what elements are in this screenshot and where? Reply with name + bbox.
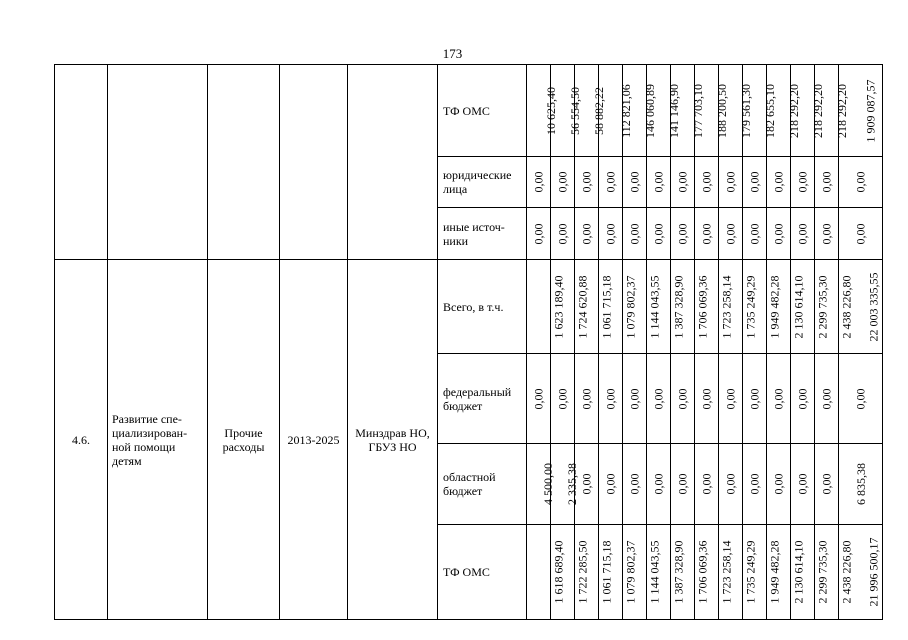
value-cell: 0,00 xyxy=(599,208,623,260)
value-cell: 0,00 xyxy=(767,208,791,260)
total-cell: 0,00 xyxy=(839,208,883,260)
value-cell: 0,00 xyxy=(551,354,575,444)
value-cell: 1 724 620,88 xyxy=(551,260,575,354)
funding-source: Всего, в т.ч. xyxy=(438,260,527,354)
value-cell: 0,00 xyxy=(575,208,599,260)
cont-period-cell xyxy=(280,65,348,260)
value-cell: 0,00 xyxy=(791,354,815,444)
value-cell: 218 292,20 xyxy=(767,65,791,157)
value-cell: 1 387 328,90 xyxy=(647,260,671,354)
value-cell: 0,00 xyxy=(671,208,695,260)
value-cell: 1 061 715,18 xyxy=(575,525,599,620)
value-cell: 182 655,10 xyxy=(743,65,767,157)
value-cell: 0,00 xyxy=(743,444,767,525)
value-cell: 0,00 xyxy=(743,157,767,208)
value-cell: 0,00 xyxy=(623,354,647,444)
value-cell: 0,00 xyxy=(695,354,719,444)
value-cell: 10 625,40 xyxy=(527,65,551,157)
value-cell: 0,00 xyxy=(815,354,839,444)
value-cell: 112 821,06 xyxy=(599,65,623,157)
value-cell: 1 623 189,40 xyxy=(527,260,551,354)
page-number: 173 xyxy=(442,46,463,61)
value-cell: 0,00 xyxy=(815,157,839,208)
value-cell: 0,00 xyxy=(575,444,599,525)
value-cell: 2 299 735,30 xyxy=(791,260,815,354)
value-cell: 1 735 249,29 xyxy=(719,525,743,620)
value-cell: 0,00 xyxy=(671,354,695,444)
value-cell: 1 079 802,37 xyxy=(599,260,623,354)
value-cell: 56 554,50 xyxy=(551,65,575,157)
value-cell: 0,00 xyxy=(767,157,791,208)
value-cell: 2 438 226,80 xyxy=(815,525,839,620)
value-cell: 0,00 xyxy=(743,208,767,260)
value-cell: 2 130 614,10 xyxy=(767,260,791,354)
value-cell: 0,00 xyxy=(695,444,719,525)
value-cell: 1 144 043,55 xyxy=(623,525,647,620)
value-cell: 218 292,20 xyxy=(791,65,815,157)
cont-type-cell xyxy=(208,65,280,260)
value-cell: 0,00 xyxy=(575,354,599,444)
value-cell: 0,00 xyxy=(671,444,695,525)
value-cell: 179 561,30 xyxy=(719,65,743,157)
value-cell: 1 061 715,18 xyxy=(575,260,599,354)
value-cell: 0,00 xyxy=(527,354,551,444)
value-cell: 0,00 xyxy=(719,354,743,444)
funding-source: областной бюджет xyxy=(438,444,527,525)
value-cell: 2 130 614,10 xyxy=(767,525,791,620)
value-cell: 0,00 xyxy=(599,444,623,525)
value-cell: 177 703,10 xyxy=(671,65,695,157)
total-cell: 6 835,38 xyxy=(839,444,883,525)
value-cell: 1 706 069,36 xyxy=(671,525,695,620)
item-name: Развитие спе-циализирован-ной помощи детям xyxy=(108,260,208,620)
value-cell: 218 292,20 xyxy=(815,65,839,157)
value-cell: 0,00 xyxy=(791,444,815,525)
value-cell: 0,00 xyxy=(647,354,671,444)
value-cell: 0,00 xyxy=(527,208,551,260)
value-cell: 0,00 xyxy=(695,157,719,208)
implementation-period: 2013-2025 xyxy=(280,260,348,620)
value-cell: 0,00 xyxy=(671,157,695,208)
funding-source: ТФ ОМС xyxy=(438,65,527,157)
value-cell: 188 200,50 xyxy=(695,65,719,157)
value-cell: 1 723 258,14 xyxy=(695,525,719,620)
value-cell: 0,00 xyxy=(551,208,575,260)
value-cell: 0,00 xyxy=(719,208,743,260)
funding-source: федеральный бюджет xyxy=(438,354,527,444)
executor: Минздрав НО, ГБУЗ НО xyxy=(348,260,438,620)
cont-executor-cell xyxy=(348,65,438,260)
value-cell: 0,00 xyxy=(647,157,671,208)
value-cell: 0,00 xyxy=(623,208,647,260)
budget-table xyxy=(54,64,883,620)
funding-source: юридические лица xyxy=(438,157,527,208)
value-cell: 0,00 xyxy=(815,208,839,260)
value-cell: 0,00 xyxy=(575,157,599,208)
cont-number-cell xyxy=(55,65,108,260)
funding-source: ТФ ОМС xyxy=(438,525,527,620)
cont-name-cell xyxy=(108,65,208,260)
value-cell: 0,00 xyxy=(623,157,647,208)
total-cell: 0,00 xyxy=(839,354,883,444)
table-row xyxy=(55,65,883,157)
value-cell: 58 882,22 xyxy=(575,65,599,157)
value-cell: 0,00 xyxy=(719,157,743,208)
expense-type: Прочие расходы xyxy=(208,260,280,620)
table-row xyxy=(55,260,883,354)
value-cell: 0,00 xyxy=(791,157,815,208)
value-cell: 1 735 249,29 xyxy=(719,260,743,354)
value-cell: 1 706 069,36 xyxy=(671,260,695,354)
value-cell: 2 335,38 xyxy=(551,444,575,525)
value-cell: 0,00 xyxy=(623,444,647,525)
value-cell: 0,00 xyxy=(647,444,671,525)
value-cell: 0,00 xyxy=(599,354,623,444)
value-cell: 1 723 258,14 xyxy=(695,260,719,354)
value-cell: 4 500,00 xyxy=(527,444,551,525)
value-cell: 0,00 xyxy=(767,354,791,444)
item-number: 4.6. xyxy=(55,260,108,620)
value-cell: 0,00 xyxy=(767,444,791,525)
value-cell: 0,00 xyxy=(743,354,767,444)
value-cell: 1 722 285,50 xyxy=(551,525,575,620)
value-cell: 0,00 xyxy=(791,208,815,260)
value-cell: 1 387 328,90 xyxy=(647,525,671,620)
value-cell: 1 949 482,28 xyxy=(743,260,767,354)
value-cell: 1 079 802,37 xyxy=(599,525,623,620)
value-cell: 0,00 xyxy=(551,157,575,208)
value-cell: 0,00 xyxy=(815,444,839,525)
value-cell: 2 299 735,30 xyxy=(791,525,815,620)
total-cell: 22 003 335,55 xyxy=(839,260,883,354)
total-cell: 1 909 087,57 xyxy=(839,65,883,157)
value-cell: 1 144 043,55 xyxy=(623,260,647,354)
value-cell: 0,00 xyxy=(695,208,719,260)
total-cell: 0,00 xyxy=(839,157,883,208)
total-cell: 21 996 500,17 xyxy=(839,525,883,620)
value-cell: 0,00 xyxy=(599,157,623,208)
value-cell: 0,00 xyxy=(647,208,671,260)
value-cell: 146 060,89 xyxy=(623,65,647,157)
value-cell: 1 949 482,28 xyxy=(743,525,767,620)
value-cell: 141 146,90 xyxy=(647,65,671,157)
funding-source: иные источ-ники xyxy=(438,208,527,260)
value-cell: 0,00 xyxy=(719,444,743,525)
value-cell: 2 438 226,80 xyxy=(815,260,839,354)
value-cell: 0,00 xyxy=(527,157,551,208)
value-cell: 1 618 689,40 xyxy=(527,525,551,620)
